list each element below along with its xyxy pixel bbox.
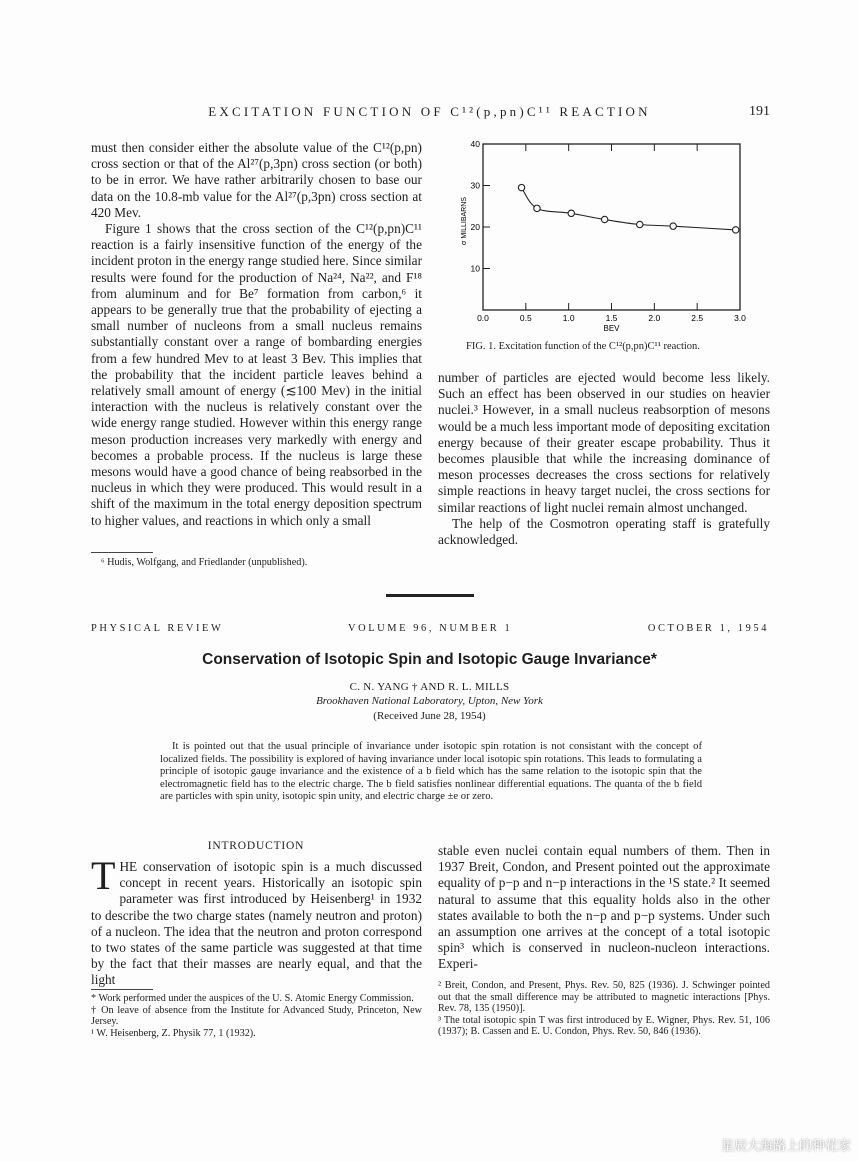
data-point [733, 227, 739, 233]
footnote-2: ² Breit, Condon, and Present, Phys. Rev. 50, 825 (1936). J. Schwinger pointed out that the small difference may be attributed to magnetic interactions [Phys. Rev. 78, 135 (1950)]. [438, 980, 770, 1015]
chart-line [522, 188, 736, 230]
right-column-body [438, 370, 770, 548]
running-head [0, 104, 859, 124]
figure-caption: FIG. 1. Excitation function of the C¹²(p,pn)C¹¹ reaction. [466, 341, 700, 352]
data-point [601, 216, 607, 222]
y-tick-label: 20 [470, 222, 480, 232]
left-column-body [91, 140, 422, 529]
series-line [522, 188, 736, 230]
data-point [568, 210, 574, 216]
data-point [534, 205, 540, 211]
running-head-title: EXCITATION FUNCTION OF C¹²(p,pn)C¹¹ REACTION [208, 104, 651, 119]
x-tick-label: 3.0 [734, 313, 746, 323]
watermark-text: 星辰大海路上的种花家 [720, 1139, 851, 1154]
chart-points [518, 184, 739, 233]
article-divider [386, 594, 474, 597]
section-heading: INTRODUCTION [207, 840, 305, 852]
chart-ticks [483, 144, 740, 310]
left-paragraph-1: must then consider either the absolute value of the C¹²(p,pn) cross section or that of the Al²⁷(p,3pn) cross section (or both) to be in error. We have rather arbitrarily chosen to base our data on the 10.8-mb value for the Al²⁷(p,3pn) cross section at 420 Mev. [91, 140, 422, 220]
drop-cap: T [91, 853, 116, 898]
x-tick-label: 2.0 [648, 313, 661, 323]
chart-frame [483, 144, 740, 310]
data-point [637, 221, 643, 227]
journal-volume: VOLUME 96, NUMBER 1 [348, 623, 513, 634]
data-point [670, 223, 676, 229]
x-tick-label: 1.0 [562, 313, 575, 323]
excitation-function-chart [440, 130, 770, 340]
y-axis-label: σ MILLIBARNS [461, 197, 468, 245]
figure-1 [440, 130, 770, 340]
article-affiliation: Brookhaven National Laboratory, Upton, New York [316, 695, 543, 707]
footnote-1: ¹ W. Heisenberg, Z. Physik 77, 1 (1932). [91, 1027, 256, 1039]
footnote-star: * Work performed under the auspices of the U. S. Atomic Energy Commission. [91, 993, 414, 1004]
article-received-date: (Received June 28, 1954) [373, 710, 486, 722]
y-tick-label: 30 [470, 180, 480, 191]
chart-labels [461, 139, 746, 333]
article-authors: C. N. YANG † AND R. L. MILLS [349, 681, 510, 693]
article-title: Conservation of Isotopic Spin and Isotopic Gauge Invariance* [202, 651, 657, 668]
journal-date: OCTOBER 1, 1954 [647, 623, 769, 634]
right-paragraph-2: The help of the Cosmotron operating staff is gratefully acknowledged. [438, 515, 770, 548]
journal-name: PHYSICAL REVIEW [91, 623, 224, 634]
intro-paragraph-left: HE conservation of isotopic spin is a much discussed concept in recent years. Historically an isotopic spin parameter was first introduced by Heisenberg¹ in 1932 to describe the two charge states (namely neutron and proton) of a nucleon. The idea that the neutron and proton correspond to two states of the same particle was suggested at that time by the fact that their masses are nearly equal, and that the light [91, 859, 422, 988]
footnotes-left [91, 993, 422, 1039]
intro-right-column [438, 843, 770, 973]
footnotes-right [438, 980, 770, 1038]
y-tick-label: 40 [470, 139, 480, 149]
footnote-6: ⁶ Hudis, Wolfgang, and Friedlander (unpublished). [101, 557, 308, 568]
right-paragraph-1: number of particles are ejected would become less likely. Such an effect has been observed in our studies on heavier nuclei.³ However, in a small nucleus reabsorption of mesons would be a much less important mode of depositing excitation energy because of their greater escape probability. Thus it becomes plausible that while the increasing dominance of meson processes decreases the cross sections for relatively simple reactions in heavy target nuclei, the cross sections for similar reactions of light nuclei remain almost unchanged. [438, 370, 770, 515]
x-tick-label: 1.5 [605, 313, 618, 323]
intro-left-column [91, 853, 422, 989]
x-tick-label: 2.5 [691, 313, 704, 323]
left-paragraph-2: Figure 1 shows that the cross section of the C¹²(p,pn)C¹¹ reaction is a fairly insensitive function of the energy of the incident proton in the energy range studied here. Since similar results were found for the production of Na²⁴, Na²², and F¹⁸ from aluminum and for Be⁷ formation from carbon,⁶ it appears to be generally true that the probability of ejecting a small number of nucleons from a small nucleus remains substantially constant over a range of bombarding energies from a few hundred Mev to at least 3 Bev. This implies that the probability that the incident particle leaves behind a relatively small amount of energy (≲100 Mev) in the initial interaction with the nucleus is relatively constant over the wide energy range studied. However within this energy range meson production increases very markedly with energy and becomes a probable process. If the nucleus is large these mesons would have a good chance of being reabsorbed in the nucleus in which they were produced. This would result in a shift of the maximum in the total energy deposition spectrum to higher values, and reactions in which only a small [91, 221, 422, 528]
plot-frame [483, 144, 740, 310]
footnote-3: ³ The total isotopic spin T was first introduced by E. Wigner, Phys. Rev. 51, 106 (1937); B. Cassen and E. U. Condon, Phys. Rev. 50, 846 (1936). [438, 1014, 770, 1038]
x-axis-label: BEV [603, 324, 620, 333]
x-tick-label: 0.0 [477, 313, 489, 323]
footnote-rule-lower-left [91, 989, 153, 990]
intro-paragraph-right: stable even nuclei contain equal numbers of them. Then in 1937 Breit, Condon, and Present pointed out the approximate equality of p−p and n−p interactions in the ¹S state.² It seemed natural to assume that this equality holds also in the other states available to both the n−p and p−p systems. Under such an assumption one arrives at the concept of a total isotopic spin³ which is conserved in nucleon-nucleon interactions. Experi- [438, 843, 770, 972]
page-number: 191 [749, 104, 770, 119]
x-tick-label: 0.5 [519, 313, 532, 323]
article-abstract: It is pointed out that the usual principle of invariance under isotopic spin rotation is not consistant with the concept of localized fields. The possibility is explored of having invariance under local isotopic spin rotations. This leads to formulating a principle of isotopic gauge invariance and the existence of a b field which has the same relation to the isotopic spin that the electromagnetic field has to the electric charge. The b field satisfies nonlinear differential equations. The quanta of the b field are particles with spin unity, isotopic spin unity, and electric charge ±e or zero. [160, 741, 702, 803]
data-point [518, 184, 524, 190]
footnote-dagger: † On leave of absence from the Institute for Advanced Study, Princeton, New Jersey. [91, 1004, 422, 1028]
footnote-rule-upper [91, 552, 153, 553]
y-tick-label: 10 [470, 263, 480, 274]
